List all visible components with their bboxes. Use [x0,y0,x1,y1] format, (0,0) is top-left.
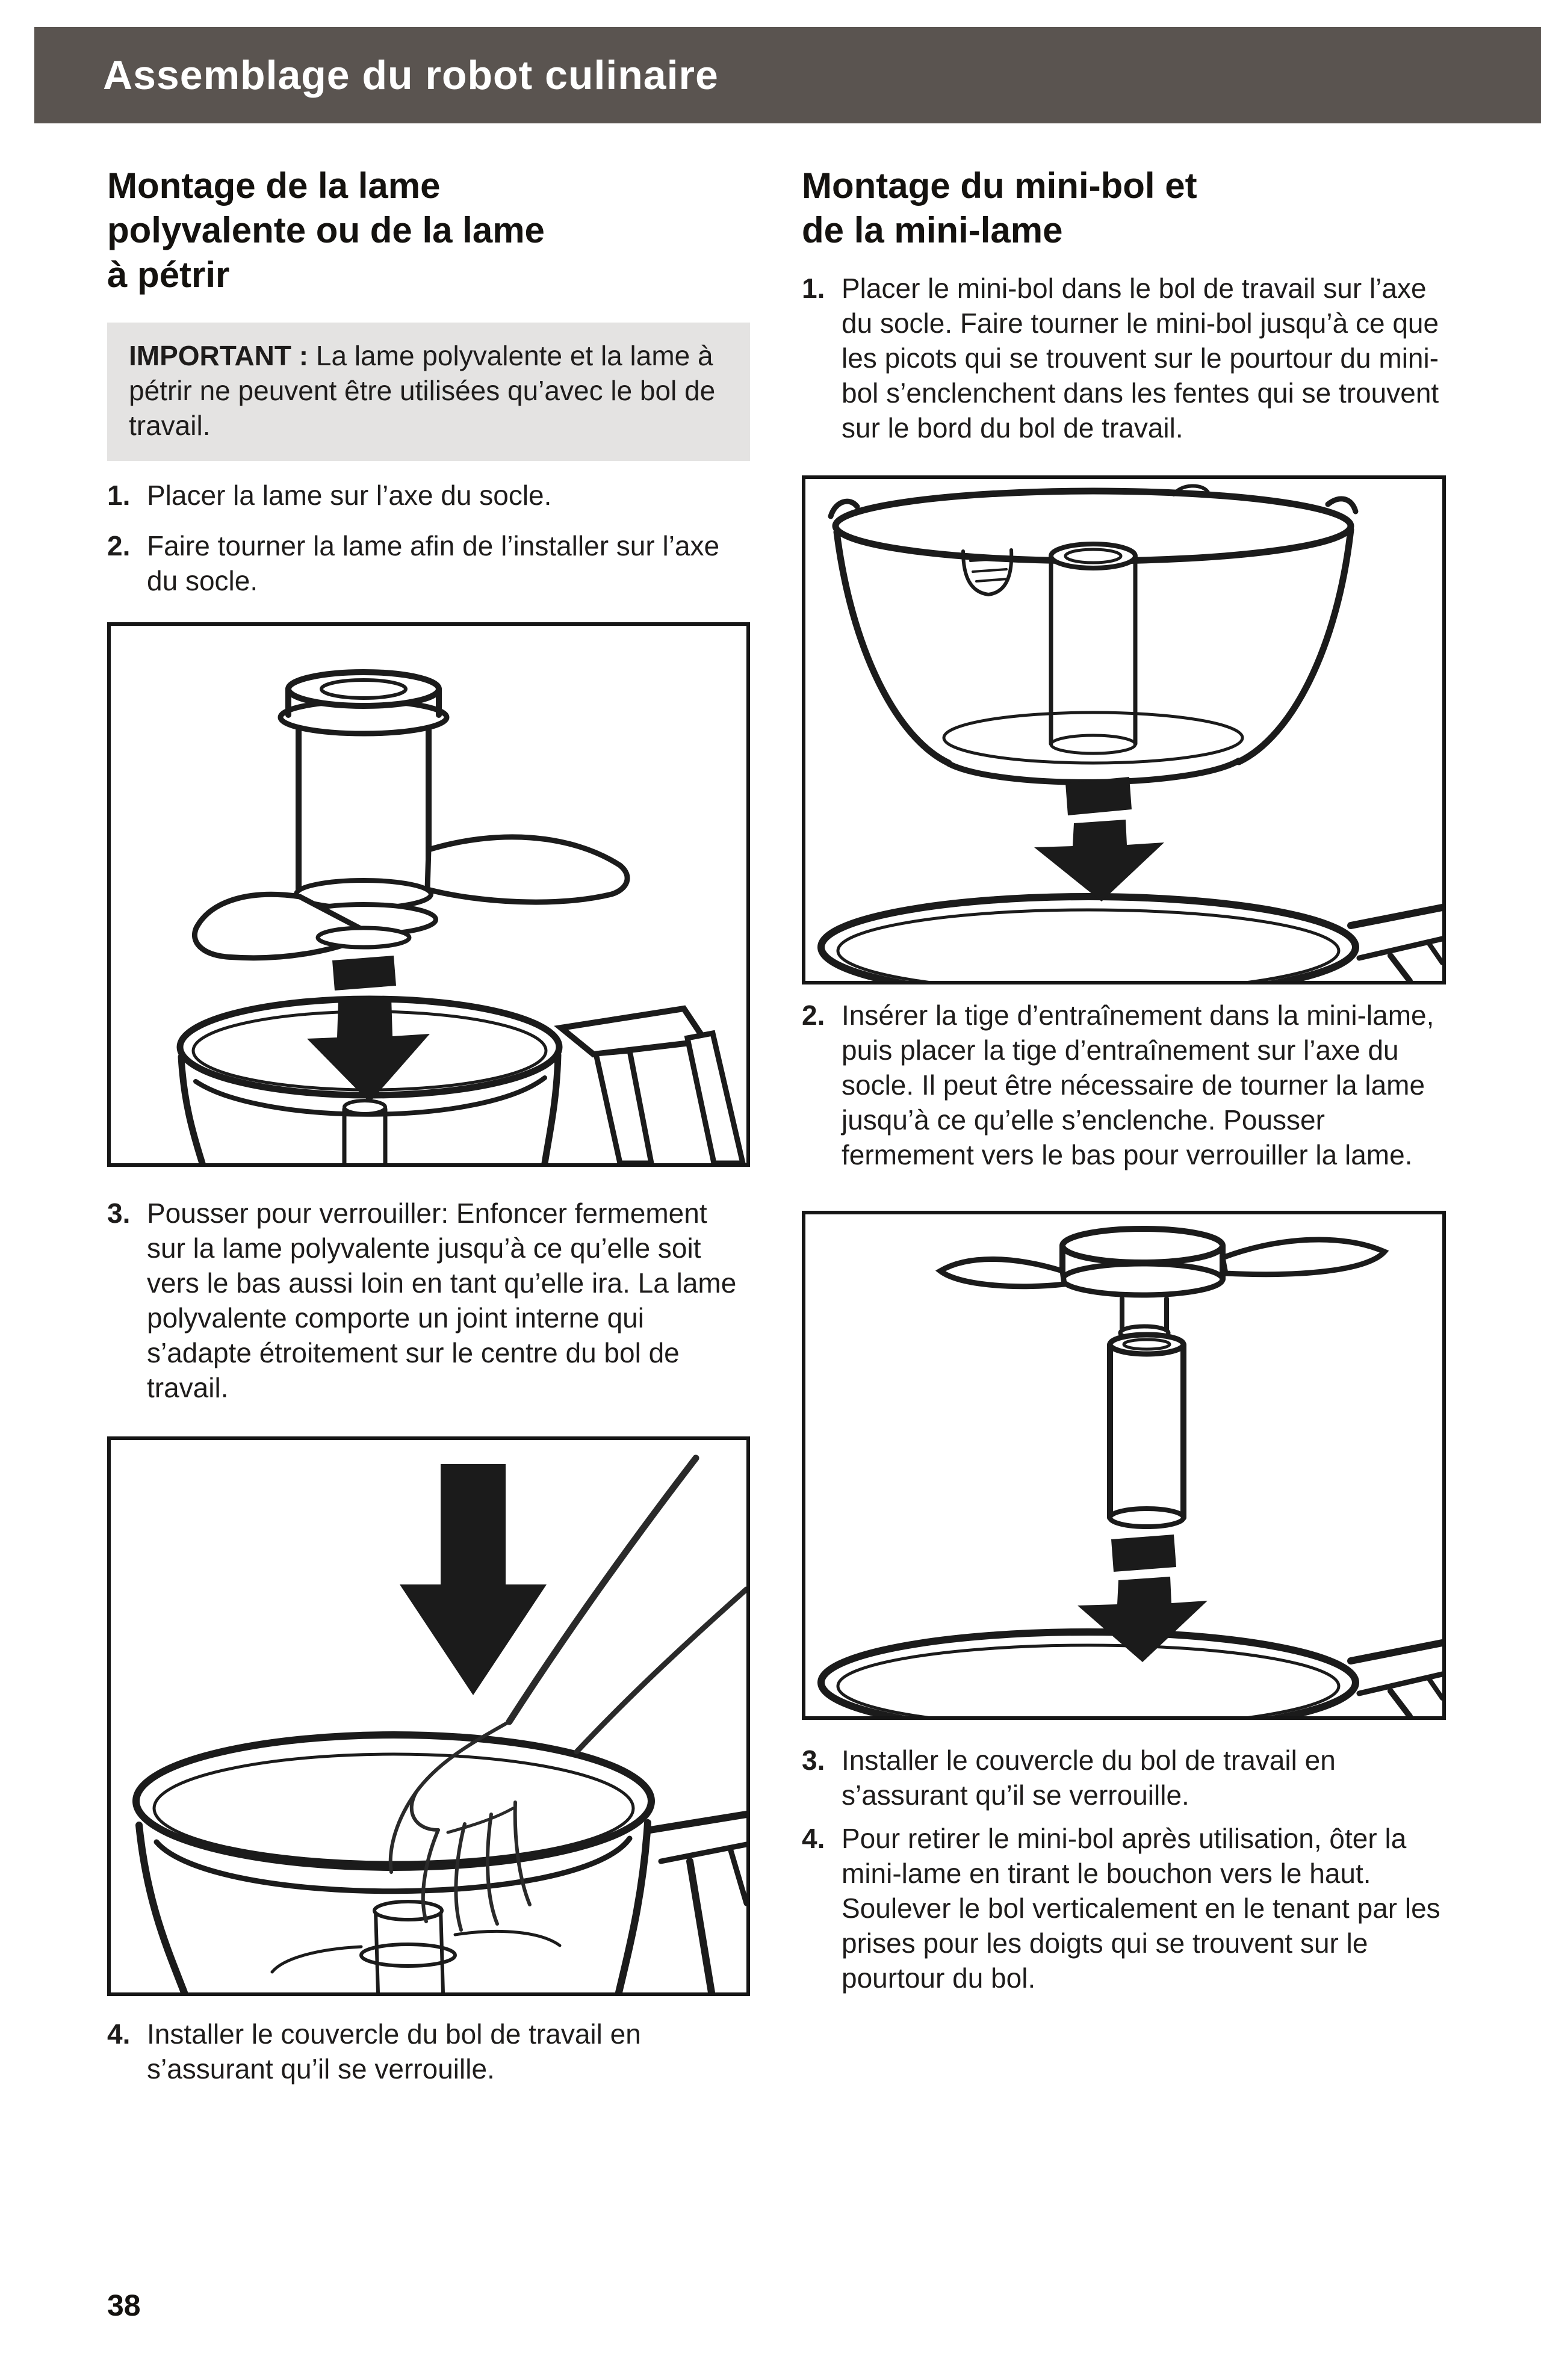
step-number: 4. [107,2018,131,2050]
mini-bowl-drawing [805,479,1442,981]
work-bowl [136,1735,746,1992]
figure-blade-over-work-bowl [107,622,750,1167]
right-column [802,164,1446,2086]
left-section-title [107,164,750,297]
work-bowl [180,999,743,1163]
left-title-line-1: Montage de la lame [107,165,441,206]
right-section-title [802,164,1446,253]
step-text: Installer le couvercle du bol de travail en s’assurant qu’il se verrouille. [842,1745,1336,1811]
right-step-4 [802,1821,1446,1995]
figure-mini-bowl-over-work-bowl [802,475,1446,984]
mini-bowl [831,486,1356,782]
page-number: 38 [107,2289,141,2322]
step-text: Pousser pour verrouiller: Enfoncer fermement sur la lame polyvalente jusqu’à ce qu’elle soit vers le bas aussi loin en tant qu’elle ira. La lame polyvalente comporte un joint interne qui s’adapte étroitement sur le centre du bol de travail. [147,1198,737,1403]
important-callout [107,323,750,461]
mini-blade [940,1229,1384,1340]
right-title-line-1: Montage du mini-bol et [802,165,1197,206]
figure-hand-pressing-blade [107,1436,750,1996]
page-title: Assemblage du robot culinaire [103,52,719,98]
down-arrow-icon [1034,777,1164,901]
step-number: 2. [802,1000,825,1031]
header-bar [34,27,1541,123]
step-number: 3. [802,1745,825,1776]
left-column [107,164,750,2086]
step-text: Pour retirer le mini-bol après utilisation, ôter la mini-lame en tirant le bouchon vers le haut. Soulever le bol verticalement en le tenant par les prises pour les doigts qui se trouvent sur le pourtour du bol. [842,1823,1440,1994]
work-bowl [821,897,1442,981]
important-text: La lame polyvalente et la lame à pétrir ne peuvent être utilisées qu’avec le bol de travail. [129,340,716,441]
step-number: 2. [107,530,131,561]
blade-over-bowl-drawing [111,626,746,1163]
right-step-3 [802,1743,1446,1813]
multipurpose-blade [194,672,627,958]
important-label: IMPORTANT : [129,340,309,371]
content-columns [107,164,1446,2086]
left-step-4 [107,2017,750,2086]
right-step-2 [802,998,1446,1172]
step-number: 1. [107,480,131,511]
left-step-2 [107,528,750,598]
right-title-line-2: de la mini-lame [802,210,1063,250]
step-text: Placer le mini-bol dans le bol de travail sur l’axe du socle. Faire tourner le mini-bol jusqu’à ce que les picots qui se trouvent sur le pourtour du mini-bol s’enclenchent dans les fentes qui se trouvent sur le bord du bol de travail. [842,273,1439,444]
right-step-1 [802,271,1446,445]
step-text: Installer le couvercle du bol de travail en s’assurant qu’il se verrouille. [147,2018,641,2085]
left-title-line-2: polyvalente ou de la lame [107,210,545,250]
step-text: Faire tourner la lame afin de l’installer sur l’axe du socle. [147,530,720,596]
step-number: 1. [802,273,825,304]
step-text: Insérer la tige d’entraînement dans la mini-lame, puis placer la tige d’entraînement sur l’axe du socle. Il peut être nécessaire de tourner la lame jusqu’à ce qu’elle s’enclenche. Pousser fermement vers le bas pour verrouiller la lame. [842,1000,1434,1170]
figure-mini-blade-drive-shaft [802,1211,1446,1720]
left-title-line-3: à pétrir [107,255,230,295]
step-number: 3. [107,1198,131,1229]
step-number: 4. [802,1823,825,1854]
down-arrow-icon [400,1464,547,1695]
left-step-1 [107,478,750,513]
left-step-3 [107,1196,750,1405]
drive-shaft [1110,1335,1183,1527]
step-text: Placer la lame sur l’axe du socle. [147,480,552,511]
hand-pressing-drawing [111,1440,746,1992]
left-steps [107,478,750,598]
mini-blade-drawing [805,1214,1442,1716]
